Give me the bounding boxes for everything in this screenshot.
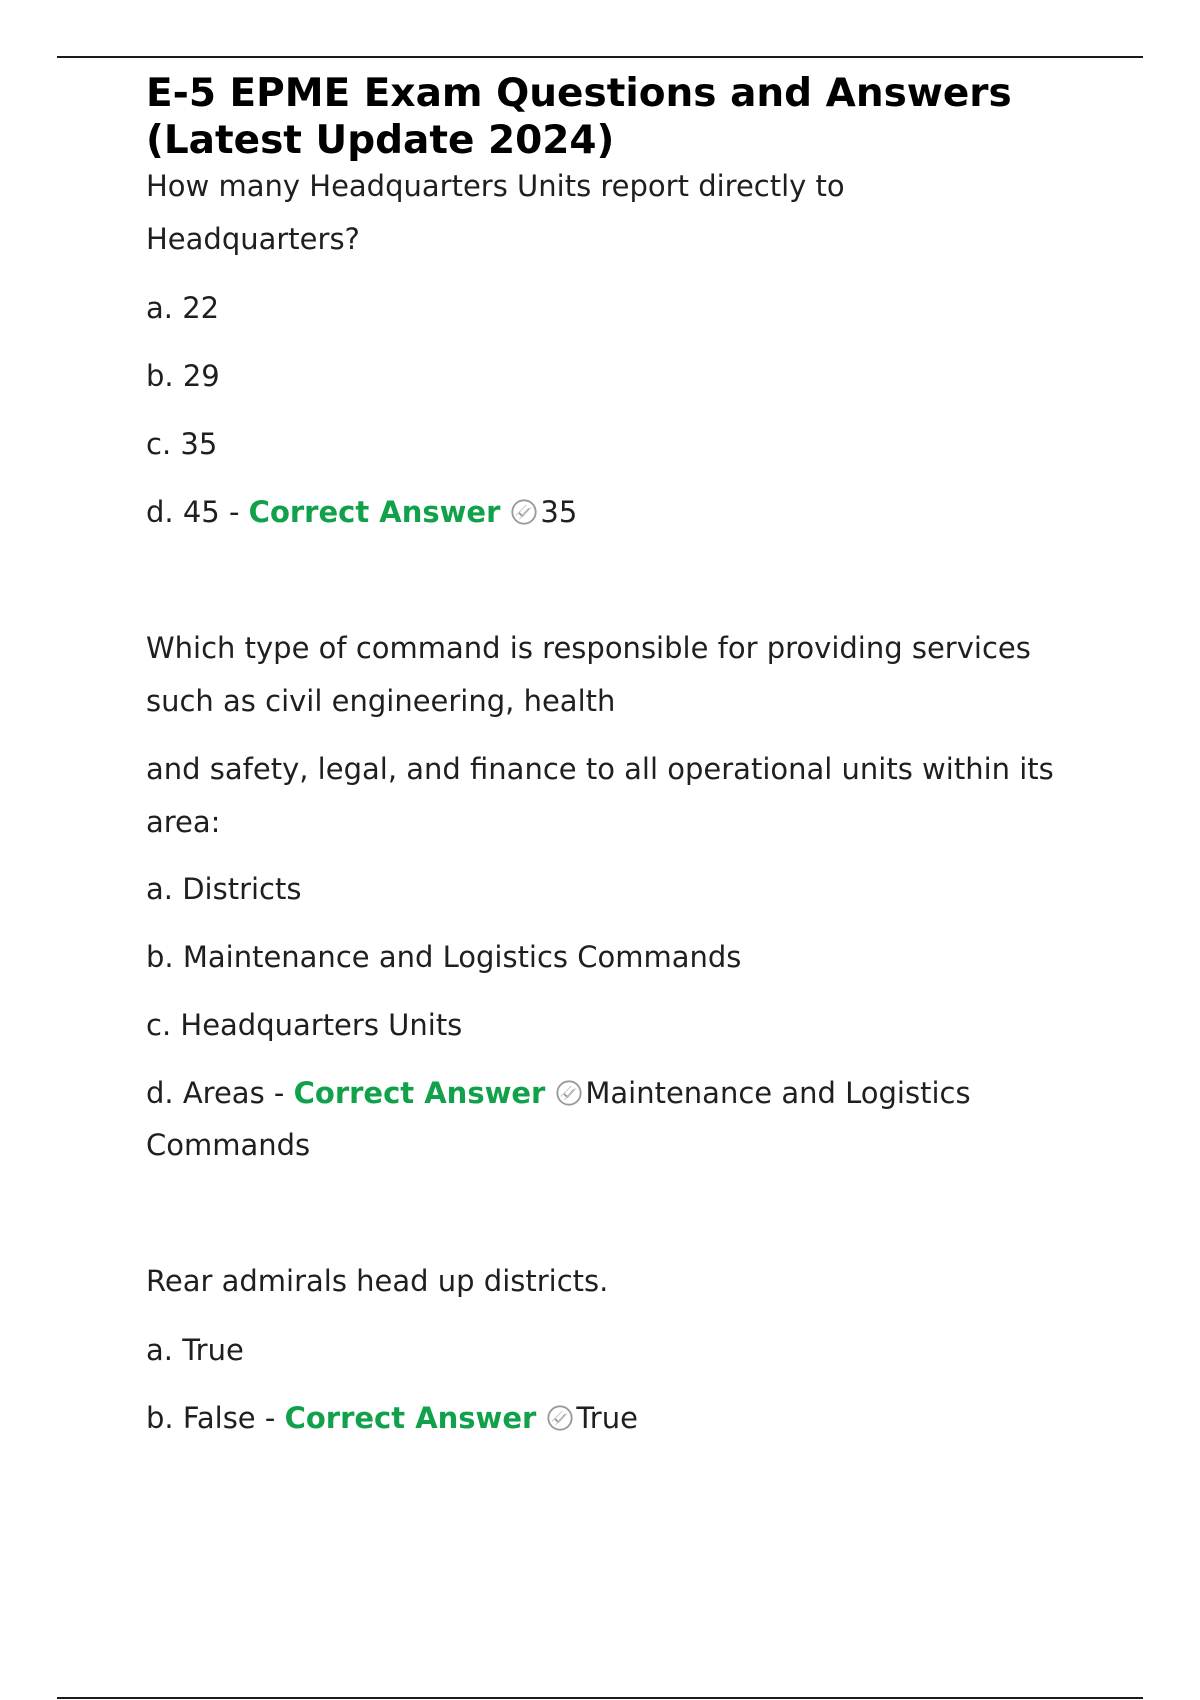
question-1-prompt: How many Headquarters Units report directly to Headquarters?: [146, 169, 845, 256]
question-2-option-c: c. Headquarters Units: [146, 1008, 463, 1042]
check-circle-icon: [510, 498, 538, 526]
question-1-answer: 35: [540, 495, 578, 529]
bottom-rule: [57, 1697, 1143, 1699]
question-2-answer: Maintenance and Logistics Commands: [146, 1076, 971, 1162]
question-2-prompt-line-2: and safety, legal, and finance to all operational units within its area:: [146, 752, 1054, 839]
question-3-option-b: [146, 1392, 1086, 1444]
check-circle-icon: [555, 1079, 583, 1107]
answer-separator: -: [264, 1076, 294, 1110]
correct-answer-label: Correct Answer: [284, 1401, 537, 1435]
question-1-option-b: b. 29: [146, 359, 220, 393]
correct-answer-label: Correct Answer: [248, 495, 501, 529]
question-3-prompt: Rear admirals head up districts.: [146, 1264, 609, 1298]
question-1-option-a: a. 22: [146, 291, 220, 325]
correct-answer-label: Correct Answer: [293, 1076, 546, 1110]
question-1-option-d: [146, 486, 1086, 538]
question-2: [146, 622, 1086, 1171]
document-body: [146, 70, 1086, 1444]
question-3-answer: True: [576, 1401, 638, 1435]
answer-separator: -: [255, 1401, 285, 1435]
question-3-option-b-text: b. False: [146, 1401, 256, 1435]
answer-separator: -: [219, 495, 249, 529]
question-1: [146, 160, 1086, 538]
question-2-option-d-text: d. Areas: [146, 1076, 265, 1110]
question-3-option-a: a. True: [146, 1333, 244, 1367]
question-2-option-a: a. Districts: [146, 872, 302, 906]
question-1-option-d-text: d. 45: [146, 495, 220, 529]
top-rule: [57, 56, 1143, 58]
check-circle-icon: [546, 1404, 574, 1432]
question-2-prompt-line-1: Which type of command is responsible for providing services such as civil engineering, health: [146, 631, 1031, 718]
question-3: [146, 1255, 1086, 1444]
question-2-option-d: [146, 1067, 1046, 1171]
document-title: E-5 EPME Exam Questions and Answers (Latest Update 2024): [146, 71, 1012, 163]
question-1-option-c: c. 35: [146, 427, 218, 461]
question-2-option-b: b. Maintenance and Logistics Commands: [146, 940, 742, 974]
